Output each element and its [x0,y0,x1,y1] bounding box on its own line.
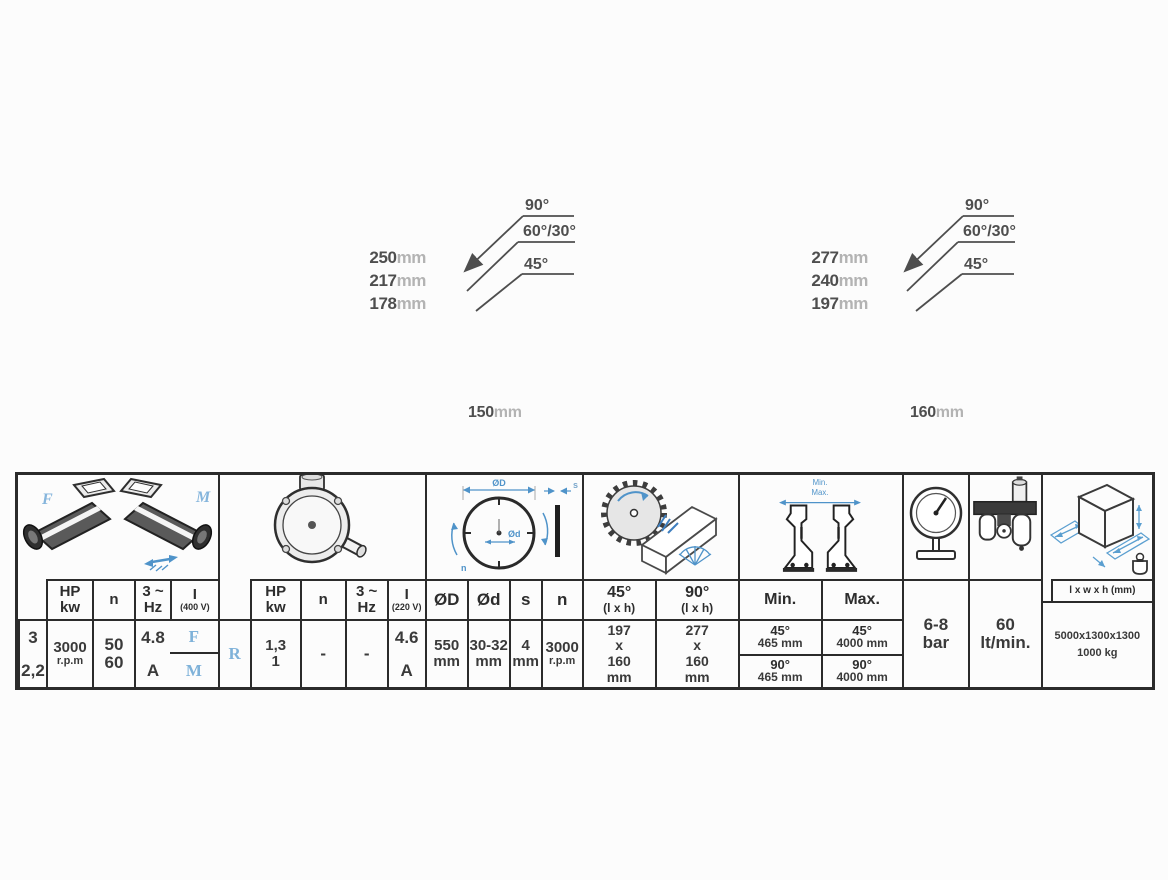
value-pressure: 6-8 bar [904,579,969,687]
value-n: - [300,619,345,687]
spec-table [15,472,1155,690]
value-capacity-90: 277 x 160 mm [655,619,738,687]
clamp-stroke-icon [740,475,900,579]
header-capacity-90: 90° (l x h) [655,579,738,619]
stroke-image [740,475,902,579]
stroke-max-label: Max. [811,487,829,497]
angle-label-45: 45° [964,256,989,273]
value-min-45: 45° 465 mm [740,619,821,654]
section-motor-r [220,475,427,687]
leader-arrow [906,216,963,270]
bore-diameter-label: Ød [507,529,521,539]
package-box-icon [1043,475,1151,579]
header-package-dims: l x w x h (mm) [1051,579,1152,601]
adjust-arrows-icon [144,555,178,571]
row-label-m: M [170,652,218,687]
value-n: 3000 r.p.m [46,619,92,687]
header-max: Max. [821,579,902,619]
thickness-label: s [572,480,578,490]
value-speed: 3000 r.p.m [541,619,582,687]
header-min: Min. [740,579,821,619]
corner-cell [18,579,46,619]
weight-icon [1133,554,1147,575]
value-hp-kw: 1,3 1 [250,619,300,687]
angle-label-60-30: 60°/30° [523,223,576,240]
value-capacity-45: 197 x 160 mm [584,619,655,687]
section-package [1043,475,1152,687]
value-max-90: 90° 4000 mm [821,654,902,687]
value-thickness: 4 mm [509,619,541,687]
motor-r-image [220,475,425,579]
header-bore-diameter: Ød [467,579,509,619]
motor-m-label: M [196,489,211,506]
header-blade-diameter: ØD [427,579,467,619]
cut-length-45-left: 178mm [369,294,426,313]
row-label-f: F [170,619,218,652]
pressure-gauge-icon [904,475,968,579]
header-i-400v: I (400 V) [170,579,218,619]
angle-label-60-30: 60°/30° [963,223,1016,240]
cut-length-60-left: 217mm [369,271,426,290]
value-i: 4.6 A [387,619,425,687]
saw-and-beam-icon [584,475,736,579]
cut-length-90-right: 277mm [811,248,868,267]
motor-f-graphic [20,479,114,552]
cut-length-90-left: 250mm [369,248,426,267]
header-hz: 3 ~ Hz [134,579,170,619]
blade-diameter-label: ØD [491,478,506,488]
round-motor-icon [220,475,425,579]
value-hp-kw: 3 2,2 [18,619,46,687]
value-air: 60 lt/min. [970,579,1041,687]
value-min-90: 90° 465 mm [740,654,821,687]
pressure-image [904,475,969,579]
angle-label-90: 90° [965,197,990,214]
box-cube [1079,485,1133,547]
stroke-min-label: Min. [812,478,828,488]
row-label-r: R [220,619,250,687]
value-max-45: 45° 4000 mm [821,619,902,654]
header-speed: n [541,579,582,619]
air-filter-unit-icon [970,475,1040,579]
section-air [970,475,1043,687]
header-capacity-45: 45° (l x h) [584,579,655,619]
section-stroke [740,475,904,687]
package-image [1043,475,1152,579]
header-hp-kw: HP kw [46,579,92,619]
value-i: 4.8 A [134,619,170,687]
section-blade [427,475,584,687]
header-thickness: s [509,579,541,619]
section-capacity [584,475,740,687]
value-blade-diameter: 550 mm [427,619,467,687]
value-bore-diameter: 30-32 mm [467,619,509,687]
corner-cell [220,579,250,619]
section-main-motors [18,475,220,687]
header-hz: 3 ~ Hz [345,579,387,619]
section-pressure [904,475,971,687]
blade-image [427,475,582,579]
value-package-dims: 5000x1300x1300 1000 kg [1043,601,1152,687]
header-i-220v: I (220 V) [387,579,425,619]
leader-line [476,274,522,311]
value-hz: 50 60 [92,619,134,687]
blade-dimension-icon [427,475,579,579]
cut-width-left: 150mm [468,404,522,421]
angle-label-90: 90° [525,197,550,214]
rotation-label: n [460,563,467,573]
clamp-profile [783,506,814,572]
leader-line [916,274,962,311]
header-n: n [300,579,345,619]
cut-width-right: 160mm [910,404,964,421]
main-motors-image [18,475,218,579]
capacity-image [584,475,738,579]
cut-length-45-right: 197mm [811,294,868,313]
angle-label-45: 45° [524,256,549,273]
leader-arrow [466,216,523,270]
value-hz: - [345,619,387,687]
air-unit-image [970,475,1041,579]
header-hp-kw: HP kw [250,579,300,619]
motor-f-label: F [42,491,53,508]
header-n: n [92,579,134,619]
cut-length-60-right: 240mm [811,271,868,290]
